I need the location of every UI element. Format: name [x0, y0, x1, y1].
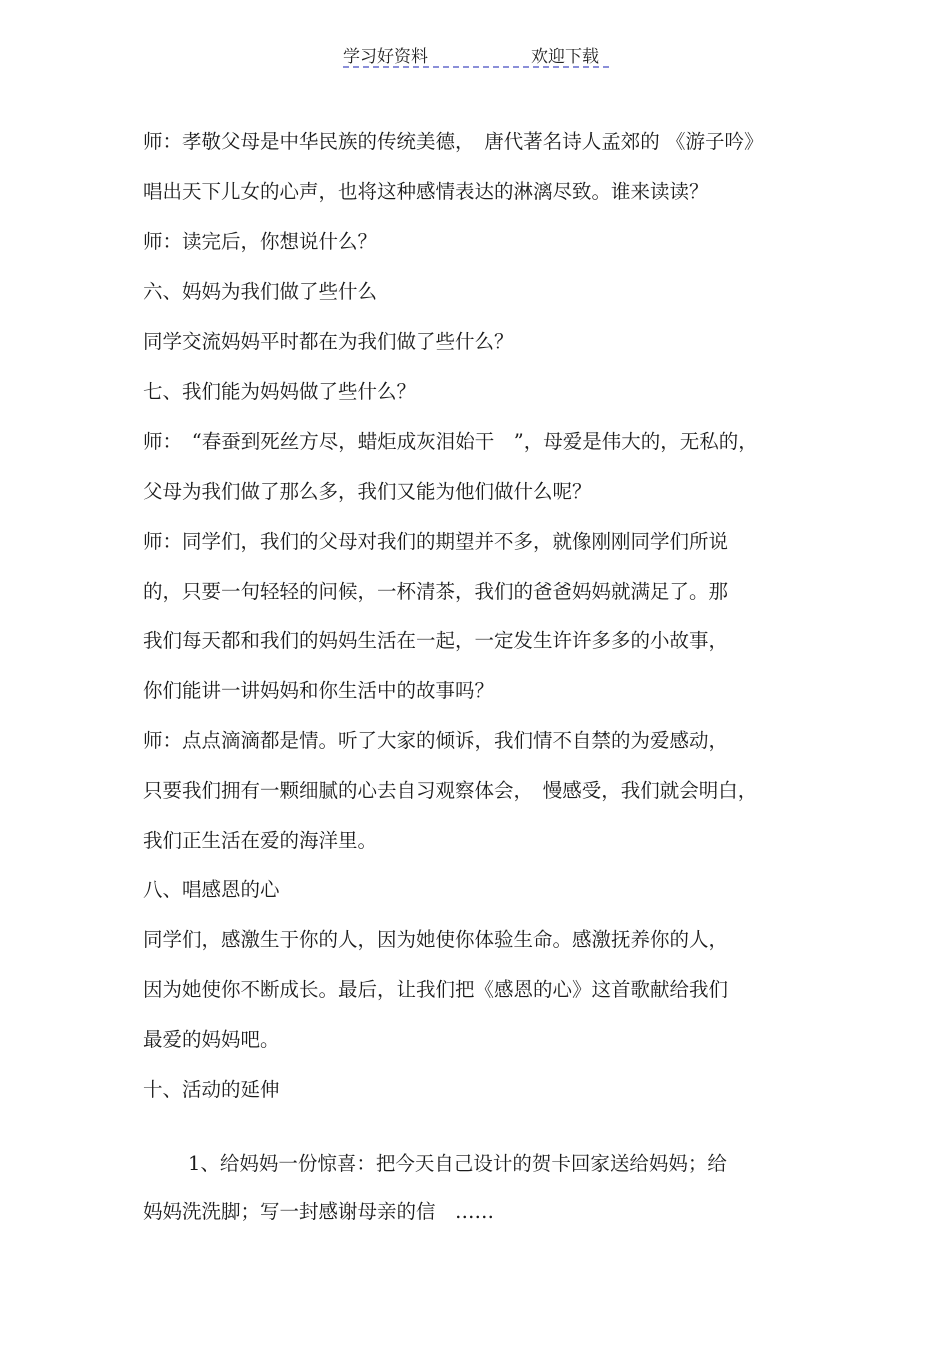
header-right-text: 欢迎下载	[531, 47, 599, 67]
paragraph-line: 我们正生活在爱的海洋里。	[143, 829, 378, 852]
paragraph-line: 你们能讲一讲妈妈和你生活中的故事吗？	[143, 679, 495, 702]
paragraph-line: 师：读完后，你想说什么？	[143, 230, 378, 253]
paragraph-line: 父母为我们做了那么多，我们又能为他们做什么呢？	[143, 480, 592, 503]
paragraph-line: 师：孝敬父母是中华民族的传统美德， 唐代著名诗人孟郊的 《游子吟》	[143, 130, 764, 153]
header-left-text: 学习好资料	[343, 47, 428, 67]
paragraph-line: 唱出天下儿女的心声，也将这种感情表达的淋漓尽致。谁来读读？	[143, 180, 709, 203]
paragraph-line: 最爱的妈妈吧。	[143, 1028, 280, 1051]
section-heading: 十、活动的延伸	[143, 1078, 280, 1101]
paragraph-line: 的，只要一句轻轻的问候，一杯清茶，我们的爸爸妈妈就满足了。那	[143, 580, 729, 603]
paragraph-line: 师： “春蚕到死丝方尽，蜡炬成灰泪始干 ”，母爱是伟大的，无私的，	[143, 430, 758, 453]
section-heading: 八、唱感恩的心	[143, 878, 280, 901]
section-heading: 六、妈妈为我们做了些什么	[143, 280, 378, 303]
paragraph-line: 师：同学们，我们的父母对我们的期望并不多，就像刚刚同学们所说	[143, 530, 729, 553]
paragraph-line: 同学交流妈妈平时都在为我们做了些什么？	[143, 330, 514, 353]
paragraph-line: 我们每天都和我们的妈妈生活在一起，一定发生许许多多的小故事，	[143, 629, 729, 652]
paragraph-line: 妈妈洗洗脚；写一封感谢母亲的信 ……	[143, 1200, 495, 1223]
paragraph-line: 师：点点滴滴都是情。听了大家的倾诉，我们情不自禁的为爱感动，	[143, 729, 729, 752]
page-header	[343, 40, 609, 68]
paragraph-line: 因为她使你不断成长。最后，让我们把《感恩的心》这首歌献给我们	[143, 978, 729, 1001]
list-item: 1、给妈妈一份惊喜：把今天自己设计的贺卡回家送给妈妈；给	[188, 1152, 727, 1175]
section-heading: 七、我们能为妈妈做了些什么？	[143, 380, 417, 403]
paragraph-line: 只要我们拥有一颗细腻的心去自习观察体会， 慢感受，我们就会明白，	[143, 779, 758, 802]
paragraph-line: 同学们，感激生于你的人，因为她使你体验生命。感激抚养你的人，	[143, 928, 729, 951]
